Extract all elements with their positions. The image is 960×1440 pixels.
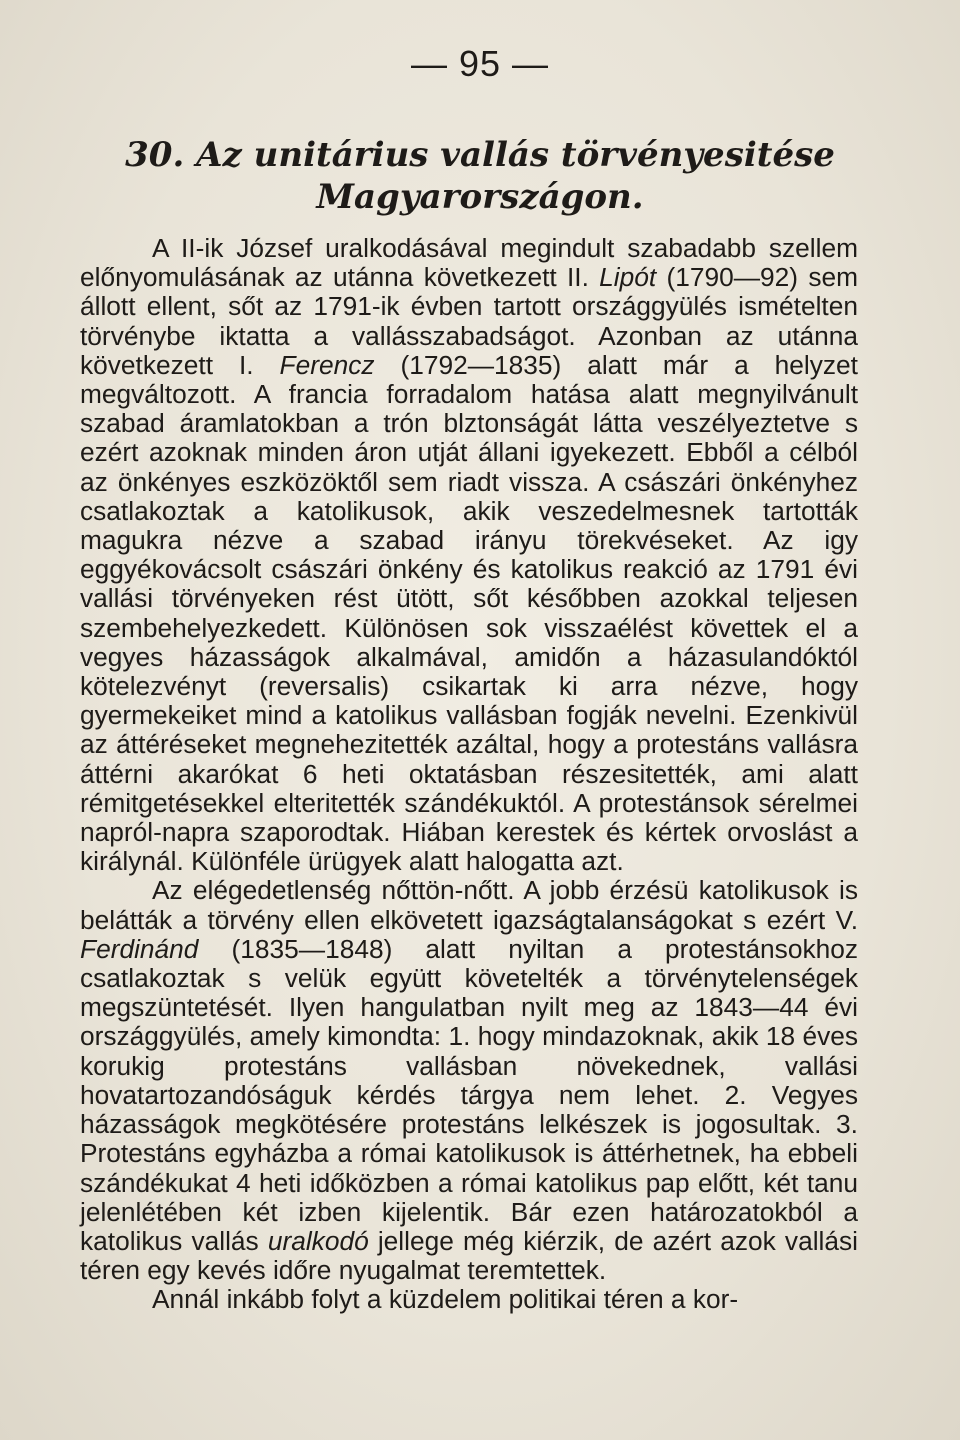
paragraph-1 <box>80 234 858 876</box>
body-text <box>80 234 858 1315</box>
paragraph-2-text-a: Az elégedetlenség nőttön-nőtt. A jobb érzésü katolikusok is belátták a törvény ellen elkövetett igazságtalanságokat s ezért V. <box>80 875 858 935</box>
paragraph-2-text-b: (1835—1848) alatt nyiltan a protestánsokhoz csatlakoztak s velük együtt követelték a törvénytelenségek megszüntetését. Ilyen hangulatban nyilt meg az 1843—44 évi országgyülés, amely kimondta: 1. hogy mindazoknak, akik 18 éves korukig protestáns vallásban növekednek, vallási hovatartozandóságuk kérdés tárgya nem lehet. 2. Vegyes házasságok megkötésére protestáns lelkészek is jogosultak. 3. Protestáns egyházba a római katolikusok is áttérhetnek, ha ebbeli szándékukat 4 heti időközben a római katolikus pap előtt, két tanu jelenlétében két izben kijelentik. Bár ezen határozatokból a katolikus vallás <box>80 933 858 1256</box>
paragraph-2-text-c: jellege még kiérzik, de azért azok vallási téren egy kevés időre nyugalmat teremtettek. <box>80 1225 859 1286</box>
paragraph-1-text-c: (1792—1835) alatt már a helyzet megváltozott. A francia forradalom hatása alatt megnyilvánult szabad áramlatokban a trón blztonságát látta veszélyeztetve s ezért azoknak minden áron utját állani igyekezett. Ebből a célból az önkényes eszközöktől sem riadt vissza. A császári önkényhez csatlakoztak a katolikusok, akik veszedelmesnek tartották magukra nézve a szabad irányu törekvéseket. Az igy eggyékovácsolt császári önkény és katolikus reakció az 1791 évi vallási törvényeken rést ütött, sőt későbben azokkal teljesen szembehelyezkedett. Különösen sok visszaélést követtek el a vegyes házasságok alkalmával, amidőn a házasulandóktól kötelezvényt (reversalis) csikartak ki arra nézve, hogy gyermekeiket mind a katolikus vallásban fogják nevelni. Ezenkivül az áttéréseket megnehezitették azáltal, hogy a protestáns vallásra áttérni akarókat 6 heti oktatásban részesitették, ami alatt rémitgetésekkel elteritették szándékuktól. A protestánsok sérelmei napról-napra szaporodtak. Hiában kerestek és kértek orvoslást a királynál. Különféle ürügyek alatt halogatta azt. <box>80 349 858 877</box>
paragraph-1-text-b: (1790—92) sem állott ellent, sőt az 1791-ik évben tartott országgyülés ismételten törvénybe iktatta a vallásszabadságot. Azonban az utánna következett I. <box>80 262 858 380</box>
paragraph-3 <box>80 1285 858 1314</box>
word-uralkodo: uralkodó <box>267 1225 369 1256</box>
page-number: — 95 — <box>410 43 550 84</box>
name-ferdinand: Ferdinánd <box>80 933 199 964</box>
name-lipot: Lipót <box>599 262 657 293</box>
chapter-title-line-1: 30. Az unitárius vallás törvényesitése <box>125 135 835 175</box>
paragraph-3-text: Annál inkább folyt a küzdelem politikai téren a kor- <box>152 1284 739 1315</box>
chapter-title-line-2: Magyarországon. <box>316 177 644 217</box>
paragraph-1-text-a: A II-ik József uralkodásával megindult szabadabb szellem előnyomulásának az utánna következett II. <box>80 233 858 293</box>
chapter-title <box>100 134 860 218</box>
name-ferencz: Ferencz <box>279 349 375 380</box>
paragraph-2 <box>80 876 858 1285</box>
